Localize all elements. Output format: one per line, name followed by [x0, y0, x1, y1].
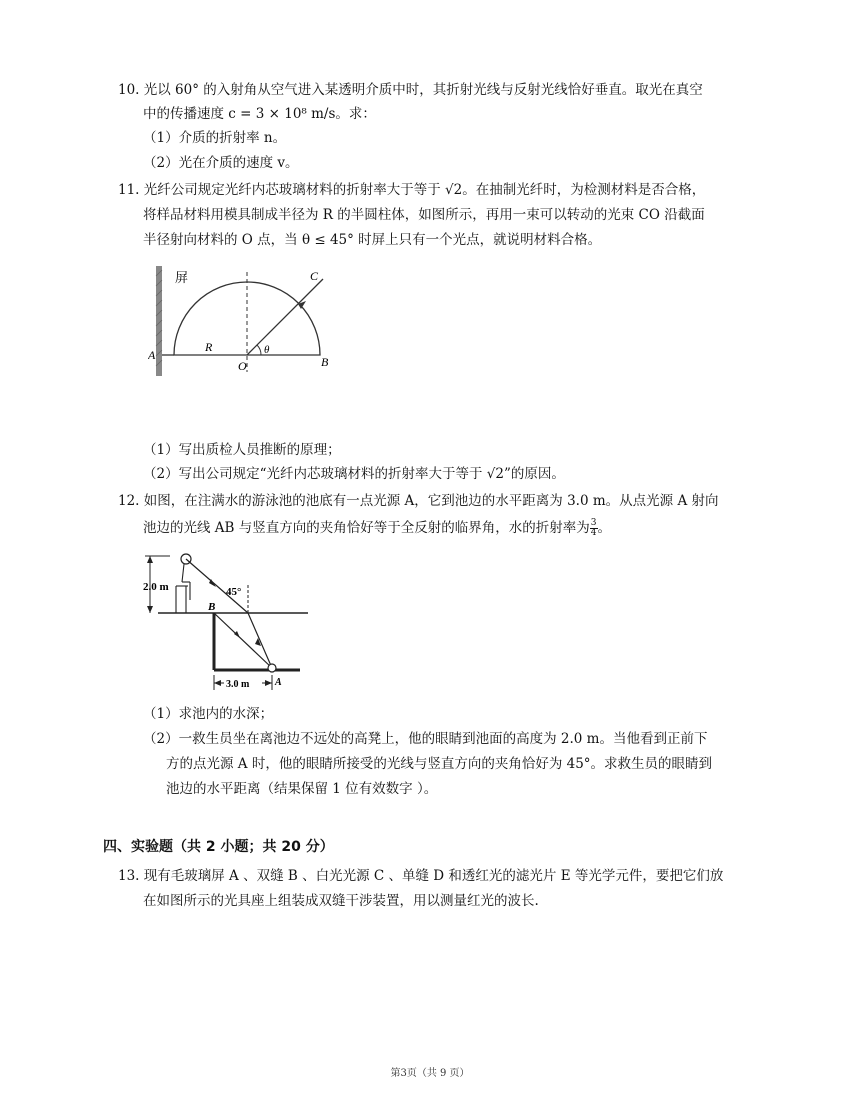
q10-sub2: （2）光在介质的速度 v。 [143, 155, 299, 171]
label-O: O [238, 359, 247, 373]
label-screen: 屏 [175, 270, 189, 285]
q10-line1: 10. 光以 60° 的入射角从空气进入某透明介质中时，其折射光线与反射光线恰好垂直。取光在真空 [118, 82, 703, 98]
q12-sub2-line3: 池边的水平距离（结果保留 1 位有效数字 ）。 [166, 781, 438, 797]
q12-sub2-line2: 方的点光源 A 时，他的眼睛所接受的光线与竖直方向的夹角恰好为 45°。求救生员的眼睛到 [166, 756, 713, 772]
q12-line1: 12. 如图，在注满水的游泳池的池底有一点光源 A，它到池边的水平距离为 3.0 m。从点光源 A 射向 [118, 493, 719, 509]
ray-surface-to-A [248, 613, 272, 668]
q13-line1: 13. 现有毛玻璃屏 A 、双缝 B 、白光光源 C 、单缝 D 和透红光的滤光片 E 等光学元件，要把它们放 [118, 868, 724, 884]
q11-line2: 将样品材料用模具制成半径为 R 的半圆柱体，如图所示，再用一束可以转动的光束 CO 沿截面 [143, 207, 705, 223]
label-B: B [208, 601, 216, 613]
label-height: 2.0 m [143, 581, 169, 593]
label-B: B [321, 355, 329, 369]
lifeguard-icon [176, 564, 190, 613]
page-footer: 第3页（共 9 页） [390, 1068, 470, 1079]
label-width: 3.0 m [226, 679, 250, 690]
label-theta: θ [264, 344, 270, 356]
q12-sub1: （1）求池内的水深； [143, 706, 274, 722]
q11-sub2: （2）写出公司规定“光纤内芯玻璃材料的折射率大于等于 √2”的原因。 [143, 466, 565, 482]
ray-AB [214, 613, 272, 668]
label-C: C [310, 269, 319, 283]
q10-sub1: （1）介质的折射率 n。 [143, 130, 287, 146]
fraction-three-quarters [590, 519, 598, 538]
q11-sub1: （1）写出质检人员推断的原理； [143, 442, 341, 458]
frac-numerator: 3 [590, 518, 597, 528]
label-A: A [275, 677, 282, 688]
section-title: 四、实验题（共 2 小题；共 20 分） [103, 839, 334, 855]
q10-line2: 中的传播速度 c = 3 × 10⁸ m/s。求： [143, 106, 376, 122]
q12-sub2-line1: （2）一救生员坐在离池边不远处的高凳上，他的眼睛到池面的高度为 2.0 m。当他看到正前下 [143, 731, 708, 747]
light-ray-CO [247, 279, 323, 355]
light-source-A-icon [268, 664, 276, 672]
q13-line2: 在如图所示的光具座上组装成双缝干涉装置，用以测量红光的波长. [143, 893, 539, 909]
label-R: R [205, 340, 213, 354]
q12-line2-text: 池边的光线 AB 与竖直方向的夹角恰好等于全反射的临界角，水的折射率为 [143, 520, 590, 536]
q12-pool-figure [140, 550, 310, 695]
q12-line2 [143, 518, 611, 538]
q11-line3: 半径射向材料的 O 点，当 θ ≤ 45° 时屏上只有一个光点，就说明材料合格。 [143, 232, 602, 248]
q11-line1: 11. 光纤公司规定光纤内芯玻璃材料的折射率大于等于 √2。在抽制光纤时，为检测材料是否合格， [118, 182, 706, 198]
q11-semicircle-figure [148, 262, 338, 382]
label-A: A [148, 348, 156, 362]
q12-line2-end: 。 [597, 520, 611, 536]
frac-denominator: 4 [590, 528, 597, 538]
label-45deg: 45° [226, 586, 242, 598]
